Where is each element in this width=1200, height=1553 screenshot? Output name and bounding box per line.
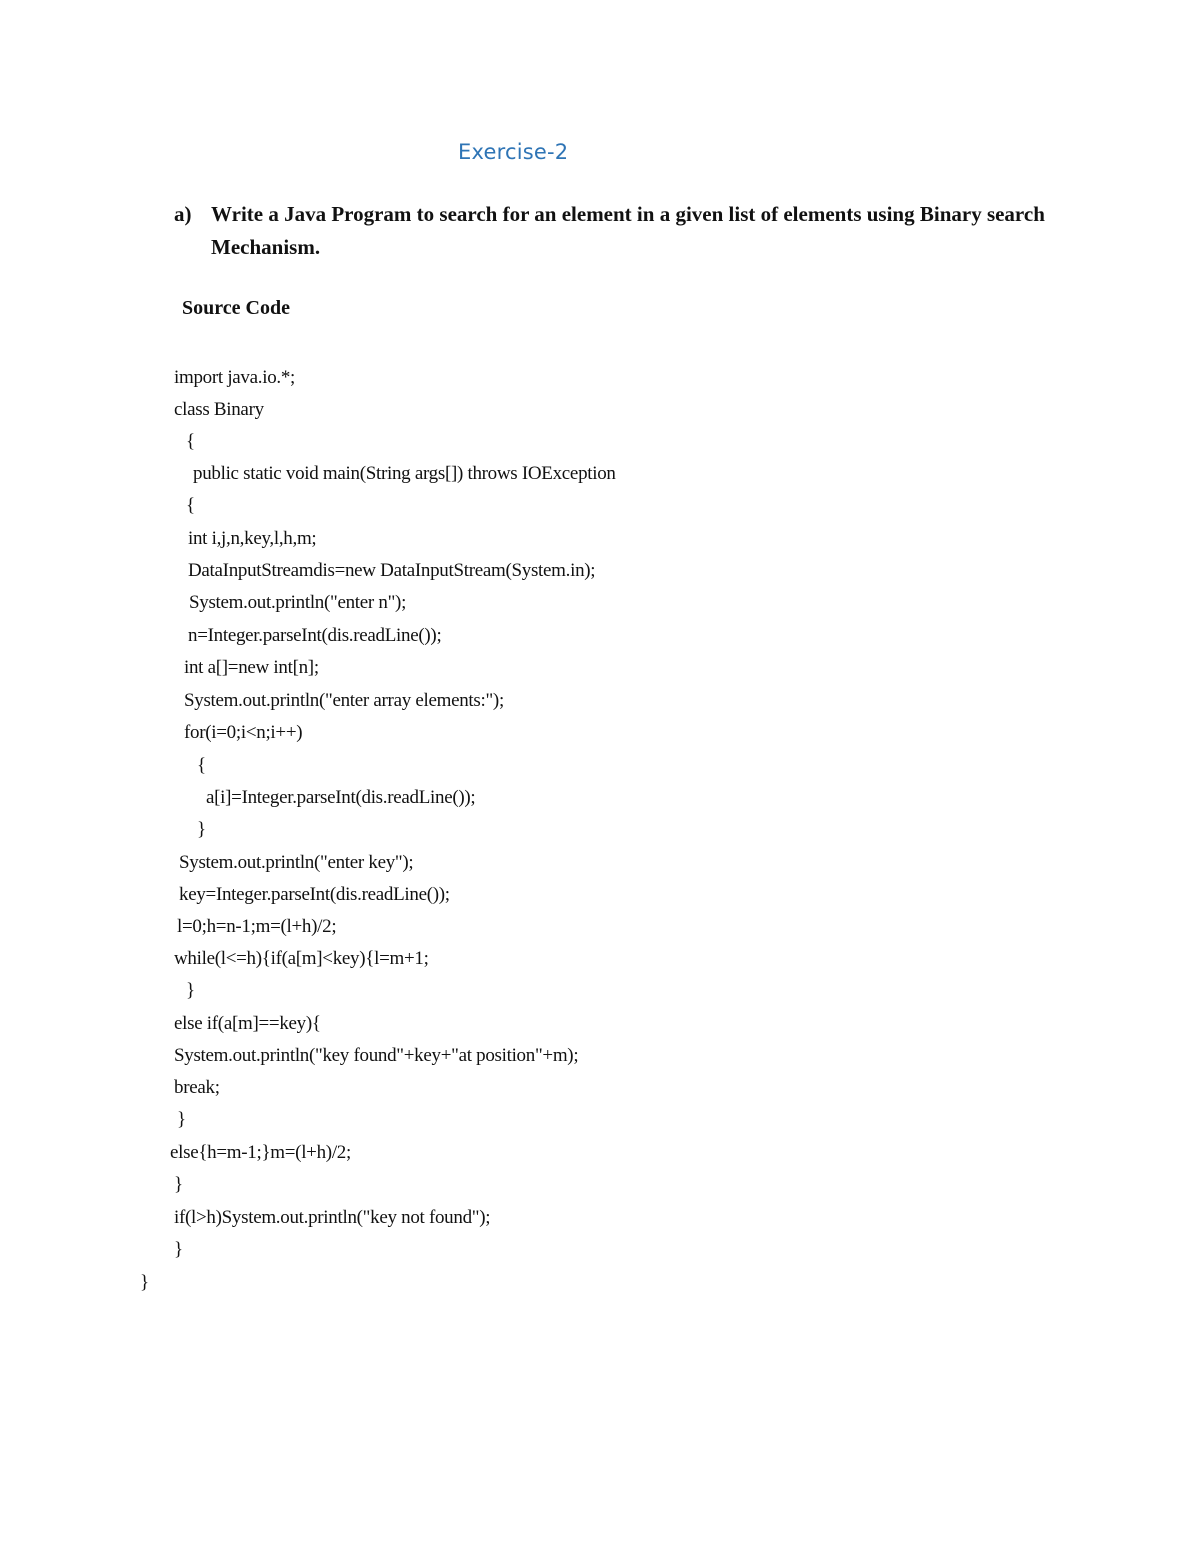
code-line: l=0;h=n-1;m=(l+h)/2; [177, 916, 337, 937]
code-line: } [174, 1174, 183, 1195]
question-marker: a) [174, 202, 192, 226]
code-line: { [186, 495, 195, 516]
exercise-heading: Exercise-2 [458, 140, 569, 164]
code-line: break; [174, 1077, 220, 1098]
question-a [174, 198, 1074, 264]
code-line: else if(a[m]==key){ [174, 1013, 321, 1034]
code-line: import java.io.*; [174, 367, 296, 388]
question-text: Write a Java Program to search for an element in a given list of elements using Binary search Mechanism. [211, 202, 1045, 259]
code-line: int a[]=new int[n]; [184, 657, 319, 678]
code-line: System.out.println("key found"+key+"at position"+m); [174, 1045, 579, 1066]
code-line: a[i]=Integer.parseInt(dis.readLine()); [206, 787, 476, 808]
code-line: key=Integer.parseInt(dis.readLine()); [179, 884, 450, 905]
code-line: else{h=m-1;}m=(l+h)/2; [170, 1142, 351, 1163]
code-line: } [140, 1272, 149, 1293]
source-code-title: Source Code [182, 297, 290, 319]
code-line: for(i=0;i<n;i++) [184, 722, 303, 743]
code-line: public static void main(String args[]) throws IOException [193, 463, 616, 484]
code-line: DataInputStreamdis=new DataInputStream(System.in); [188, 560, 596, 581]
code-line: class Binary [174, 399, 264, 420]
code-line: } [197, 819, 206, 840]
code-line: System.out.println("enter n"); [189, 592, 407, 613]
code-line: while(l<=h){if(a[m]<key){l=m+1; [174, 948, 429, 969]
code-line: } [174, 1239, 183, 1260]
code-line: System.out.println("enter key"); [179, 852, 414, 873]
code-line: n=Integer.parseInt(dis.readLine()); [188, 625, 442, 646]
code-line: if(l>h)System.out.println("key not found"); [174, 1207, 491, 1228]
code-line: int i,j,n,key,l,h,m; [188, 528, 317, 549]
code-line: } [186, 980, 195, 1001]
code-line: System.out.println("enter array elements:"); [184, 690, 504, 711]
code-line: { [186, 431, 195, 452]
code-line: } [177, 1109, 186, 1130]
code-line: { [197, 755, 206, 776]
